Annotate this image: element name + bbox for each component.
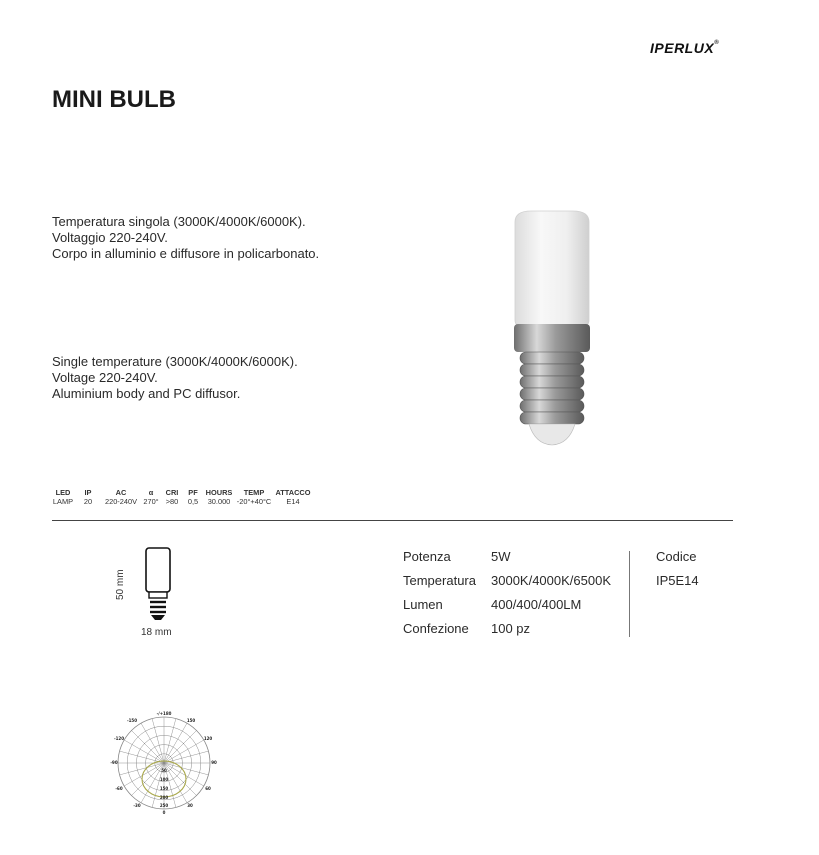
spec-item: HOURS 30.000: [205, 488, 233, 506]
spec-item: PF 0,5: [187, 488, 199, 506]
spec-item: CRI >80: [165, 488, 179, 506]
polar-ring-label: 200: [159, 795, 169, 800]
description-italian: [52, 214, 319, 262]
code-label: Codice: [656, 549, 697, 564]
polar-ring-label: 250: [159, 803, 169, 808]
polar-label-r30: 30: [187, 803, 193, 808]
code-value: IP5E14: [656, 573, 699, 588]
property-label: Potenza: [403, 549, 451, 564]
polar-label-r150: 150: [186, 718, 196, 723]
dimension-width: 18 mm: [141, 627, 172, 638]
column-divider: [629, 551, 630, 637]
description-line: Voltaggio 220-240V.: [52, 230, 168, 245]
polar-label-top: -/+180: [156, 711, 172, 716]
polar-label-l30: -30: [133, 803, 141, 808]
polar-label-l60: -60: [115, 786, 123, 791]
polar-ring-label: 50: [161, 768, 167, 773]
polar-ring-label: 100: [159, 777, 169, 782]
dimension-height: 50 mm: [115, 569, 126, 600]
properties-labels: [403, 545, 476, 641]
polar-label-l150: -150: [126, 718, 138, 723]
property-label: Confezione: [403, 621, 469, 636]
property-label: Lumen: [403, 597, 443, 612]
spec-item: AC 220-240V: [104, 488, 138, 506]
description-line: Corpo in alluminio e diffusore in policarbonato.: [52, 246, 320, 261]
polar-label-r120: 120: [203, 736, 213, 741]
polar-label-r90: 90: [211, 760, 217, 765]
polar-light-distribution-diagram: [108, 710, 220, 816]
spec-item: TEMP -20°+40°C: [236, 488, 272, 506]
polar-ring-label: 150: [159, 786, 169, 791]
description-line: Voltage 220-240V.: [52, 370, 158, 385]
page-title: MINI BULB: [52, 86, 176, 113]
section-divider: [52, 520, 733, 521]
description-line: Single temperature (3000K/4000K/6000K).: [52, 354, 298, 369]
spec-item: ATTACCO E14: [275, 488, 311, 506]
polar-label-bottom: 0: [162, 810, 166, 815]
bulb-dimension-drawing: [140, 545, 176, 623]
spec-item: IP 20: [83, 488, 93, 506]
polar-label-l90: -90: [110, 760, 118, 765]
polar-label-r60: 60: [205, 786, 211, 791]
description-line: Temperatura singola (3000K/4000K/6000K).: [52, 214, 306, 229]
code-block: [656, 545, 699, 593]
properties-values: [491, 545, 611, 641]
brand-logo: IPERLUX®: [650, 40, 720, 56]
bulb-product-image: [505, 208, 600, 450]
property-value: 400/400/400LM: [491, 597, 582, 612]
property-value: 5W: [491, 549, 511, 564]
description-english: [52, 354, 298, 402]
spec-item: LED LAMP: [52, 488, 74, 506]
spec-item: α 270°: [143, 488, 159, 506]
property-value: 3000K/4000K/6500K: [491, 573, 611, 588]
property-value: 100 pz: [491, 621, 531, 636]
polar-label-l120: -120: [113, 736, 125, 741]
description-line: Aluminium body and PC diffusor.: [52, 386, 241, 401]
property-label: Temperatura: [403, 573, 476, 588]
